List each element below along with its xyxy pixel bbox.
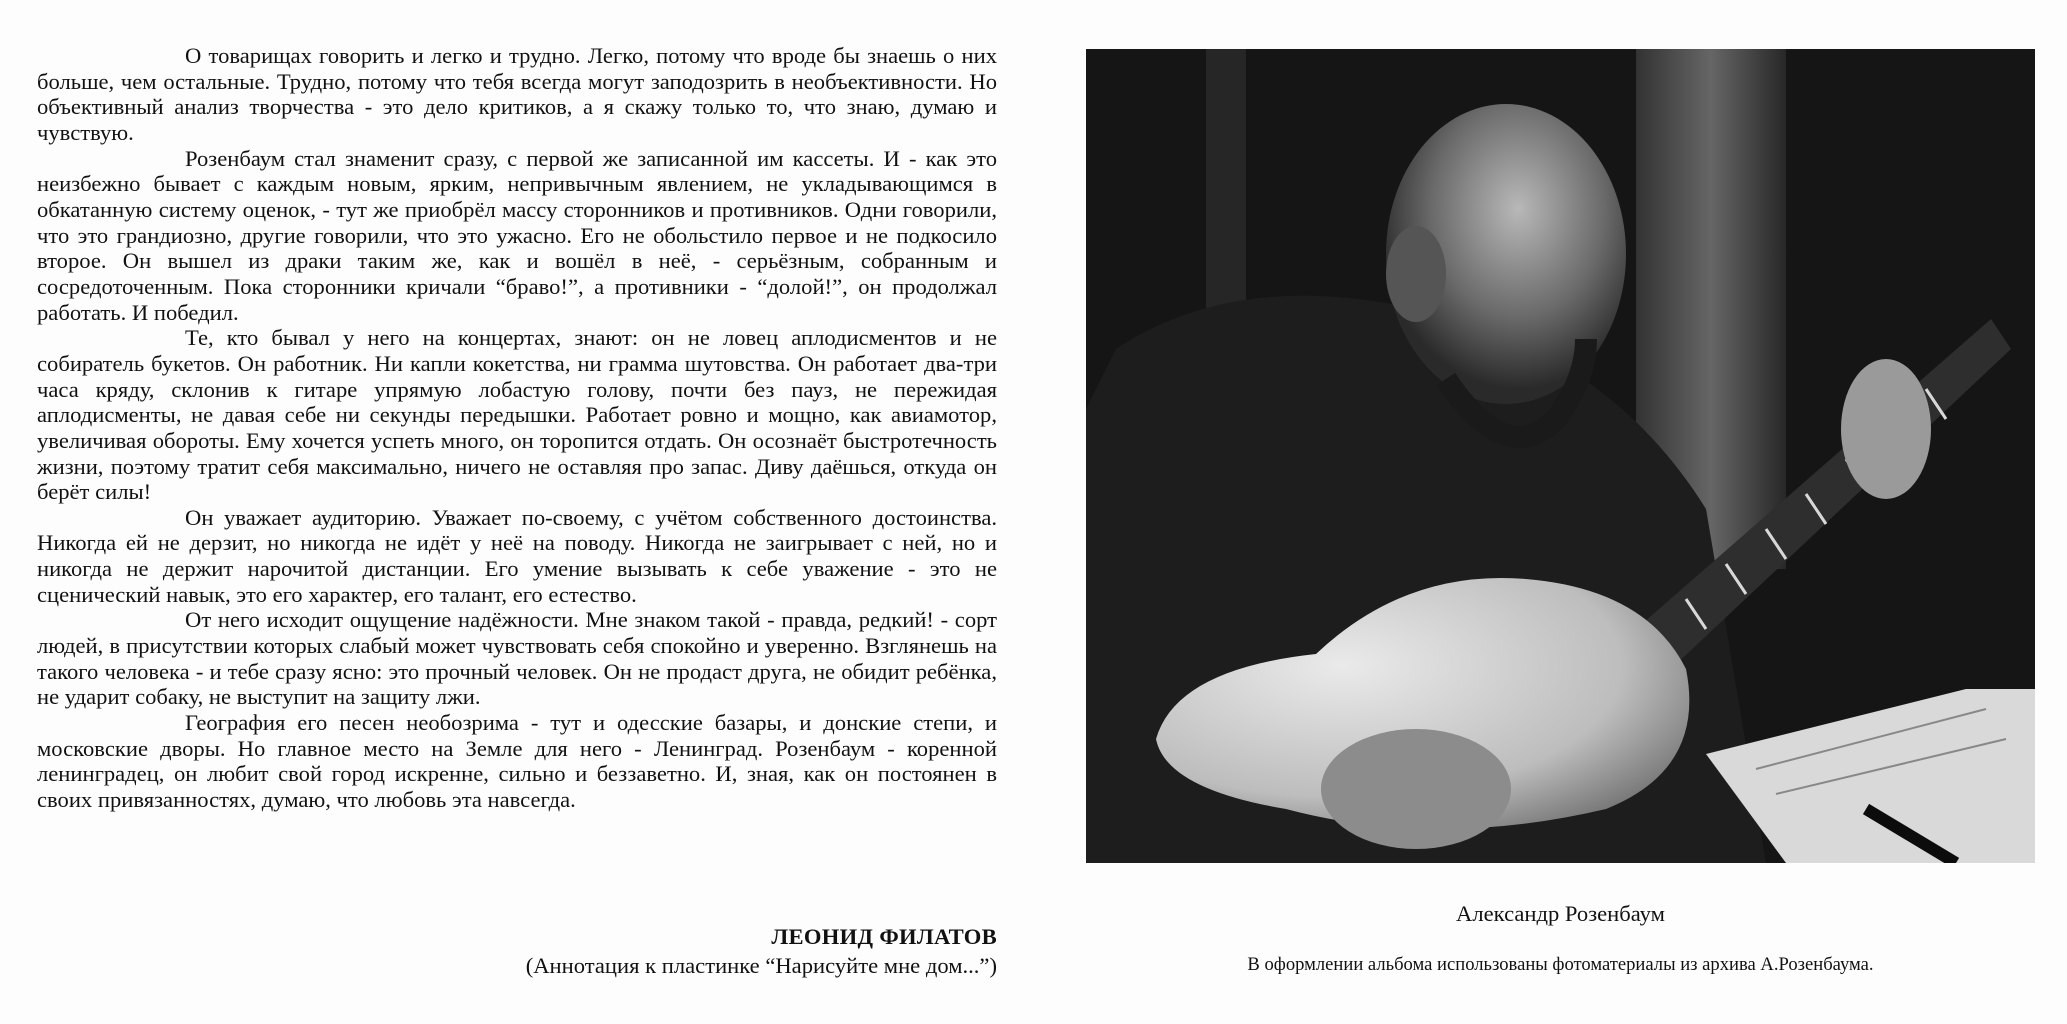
source-note: (Аннотация к пластинке “Нарисуйте мне дом...”)	[525, 953, 997, 978]
portrait-photo	[1086, 49, 2035, 863]
photo-credit: В оформлении альбома использованы фотоматериалы из архива А.Розенбаума.	[1247, 954, 1874, 975]
paragraph: Он уважает аудиторию. Уважает по-своему, с учётом собственного достоинства. Никогда ей не дерзит, но никогда не идёт у неё на поводу. Никогда не заигрывает с ней, но и никогда не держит нарочитой дистанции. Его умение вызывать к себе уважение - это не сценический навык, это его характер, его талант, его естество.	[37, 504, 997, 607]
paragraph: География его песен необозрима - тут и одесские базары, и донские степи, и московские дворы. Но главное место на Земле для него - Ленинград. Розенбаум - коренной ленинградец, он любит свой город искренне, сильно и беззаветно. И, зная, как он постоянен в своих привязанностях, думаю, что любовь эта навсегда.	[37, 710, 997, 813]
strumming-hand	[1321, 729, 1511, 849]
ear	[1386, 226, 1446, 322]
guitarist-photo	[1086, 49, 2035, 863]
paragraph: О товарищах говорить и легко и трудно. Легко, потому что вроде бы знаешь о них больше, чем остальные. Трудно, потому что тебя всегда могут заподозрить в необъективности. Но объективный анализ творчества - это дело критиков, а я скажу только то, что знаю, думаю и чувствую.	[37, 43, 997, 145]
photo-caption: Александр Розенбаум	[1456, 901, 1665, 926]
paragraph: Те, кто бывал у него на концертах, знают: он не ловец аплодисментов и не собиратель букетов. Он работник. Ни капли кокетства, ни грамма шутовства. Он работает два-три часа кряду, склонив к гитаре упрямую лобастую голову, почти без пауз, не пережидая аплодисменты, не давая себе ни секунды передышки. Работает ровно и мощно, как авиамотор, увеличивая обороты. Ему хочется успеть много, он торопится отдать. Он осознаёт быстротечность жизни, поэтому тратит себя максимально, ничего не оставляя про запас. Диву даёшься, откуда он берёт силы!	[37, 325, 997, 505]
paragraph: Розенбаум стал знаменит сразу, с первой же записанной им кассеты. И - как это неизбежно бывает с каждым новым, ярким, непривычным явлением, не укладывающимся в обкатанную систему оценок, - тут же приобрёл массу сторонников и противников. Одни говорили, что это грандиозно, другие говорили, что это ужасно. Его не обольстило первое и не подкосило второе. Он вышел из драки таким же, как и вошёл в неё, - серьёзным, собранным и сосредоточенным. Пока сторонники кричали “браво!”, а противники - “долой!”, он продолжал работать. И победил.	[37, 145, 997, 325]
fretting-hand	[1841, 359, 1931, 499]
paragraph: От него исходит ощущение надёжности. Мне знаком такой - правда, редкий! - сорт людей, в присутствии которых слабый может чувствовать себя спокойно и уверенно. Взглянешь на такого человека - и тебе сразу ясно: это прочный человек. Он не продаст друга, не обидит ребёнка, не ударит собаку, не выступит на защиту лжи.	[37, 607, 997, 710]
author-name: ЛЕОНИД ФИЛАТОВ	[771, 924, 997, 949]
article-text	[37, 43, 997, 813]
signature-block	[526, 922, 997, 980]
